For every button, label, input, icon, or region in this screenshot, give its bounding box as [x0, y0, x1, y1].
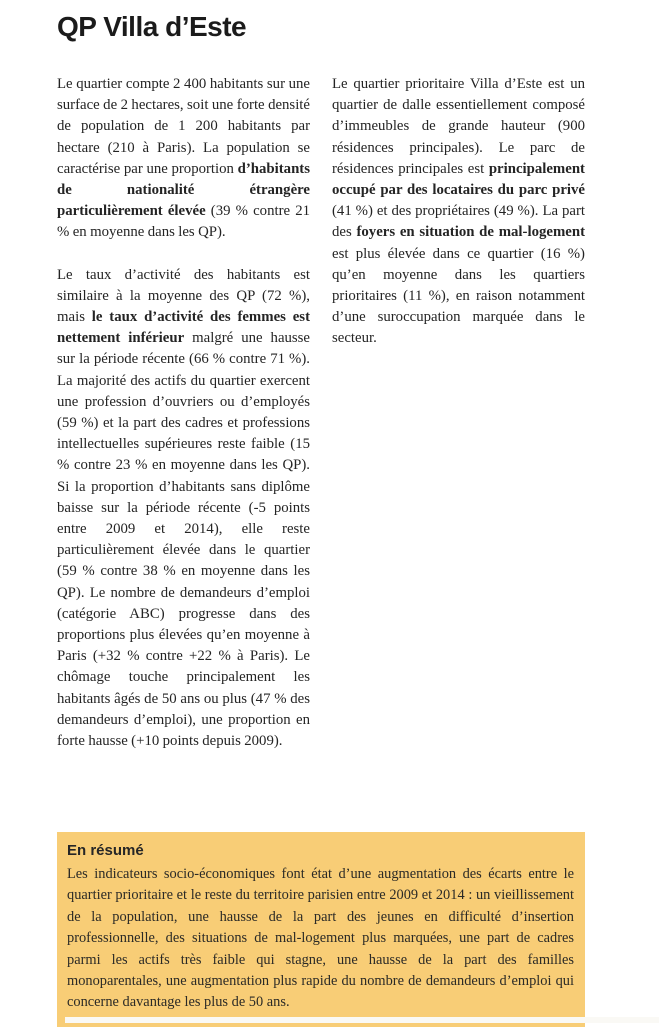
- summary-body: Les indicateurs socio-économiques font état d’une augmentation des écarts entre le quartier prioritaire et le reste du territoire parisien entre 2009 et 2014 : un vieillissement de la population, une hausse de la part des jeunes en difficulté d’insertion professionnelle, des situations de mal-logement plus marquées, une part de cadres parmi les actifs très faible qui stagne, une hausse de la part des familles monoparentales, une augmentation plus rapide du nombre de demandeurs d’emploi qui concerne davantage les plus de 50 ans.: [67, 866, 574, 1011]
- paragraph-employment: Le taux d’activité des habitants est similaire à la moyenne des QP (72 %), mais le taux d’activité des femmes est nettement inférieur malgré une hausse sur la période récente (66 % contre 71 %). La majorité des actifs du quartier exercent une profession d’ouvriers ou d’employés (59 %) et la part des cadres et professions intellectuelles supérieures reste faible (15 % contre 23 % en moyenne dans les QP). Si la proportion d’habitants sans diplôme baisse sur la période récente (-5 points entre 2009 et 2014), elle reste particulièrement élevée dans le quartier (59 % contre 38 % en moyenne dans les QP). Le nombre de demandeurs d’emploi (catégorie ABC) progresse dans des proportions plus élevées qu’en moyenne à Paris (+32 % contre +22 % à Paris). Le chômage touche principalement les habitants âgés de 50 ans ou plus (47 % des demandeurs d’emploi), une proportion en forte hausse (+10 points depuis 2009).: [57, 266, 310, 750]
- page-title: QP Villa d’Este: [57, 11, 247, 42]
- paragraph-housing: Le quartier prioritaire Villa d’Este est un quartier de dalle essentiellement composé d’immeubles de grande hauteur (900 résidences principales). Le parc de résidences principales est principalement occupé par des locataires du parc privé (41 %) et des propriétaires (49 %). La part des foyers en situation de mal-logement est plus élevée dans ce quartier (16 %) qu’en moyenne dans les quartiers prioritaires (11 %), en raison notamment d’une suroccupation marquée dans le secteur.: [332, 76, 585, 347]
- next-section-edge: [65, 1017, 659, 1023]
- left-column: [57, 74, 310, 773]
- paragraph-demographics: Le quartier compte 2 400 habitants sur une surface de 2 hectares, soit une forte densité de population de 1 200 habitants par hectare (210 à Paris). La population se caractérise par une proportion d’habitants de nationalité étrangère particulièrement élevée (39 % contre 21 % en moyenne dans les QP).: [57, 76, 310, 241]
- summary-heading: En résumé: [67, 842, 144, 859]
- two-column-text: [57, 74, 585, 773]
- right-column: [332, 74, 585, 773]
- summary-box: [57, 832, 585, 1027]
